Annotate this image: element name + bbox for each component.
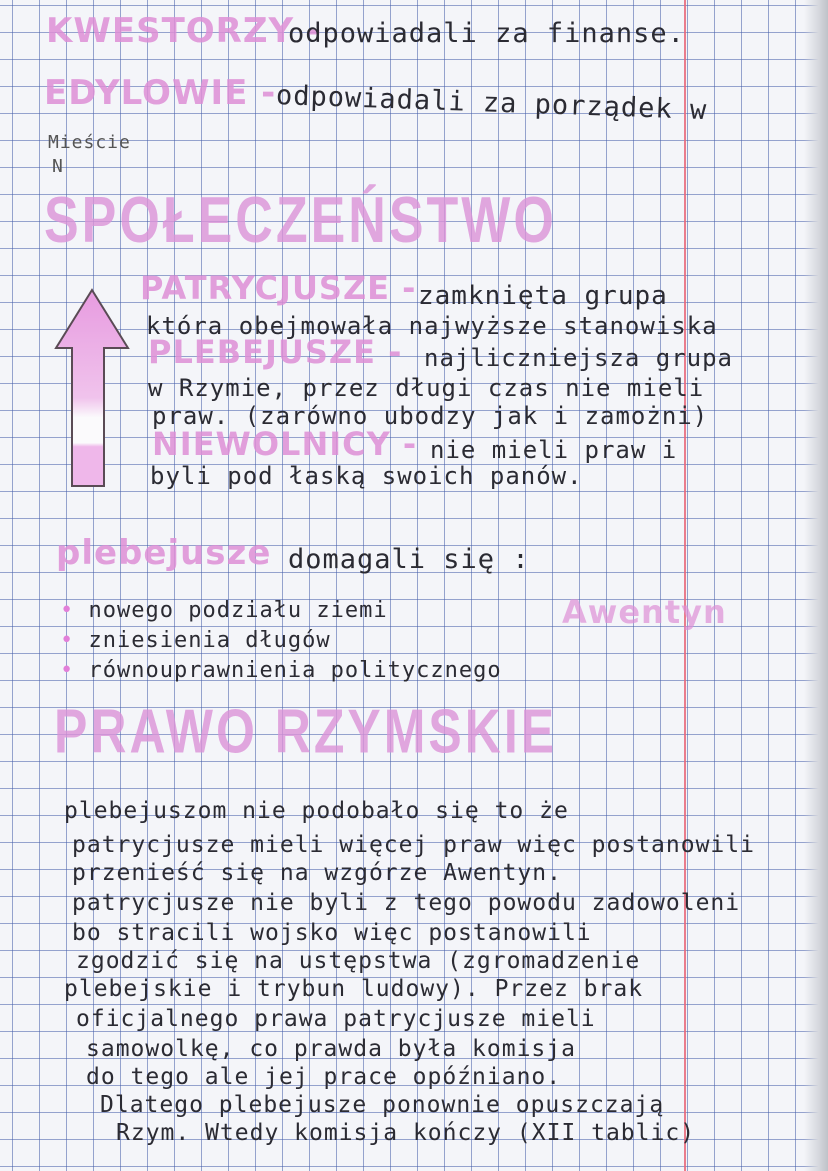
text-patrycjusze-cont: która obejmowała najwyższe stanowiska [146, 312, 718, 340]
list-item-text: nowego podziału ziemi [88, 598, 388, 623]
text-niewolnicy-cont: byli pod łaską swoich panów. [150, 462, 583, 490]
heading-niewolnicy: NIEWOLNICY - [152, 425, 418, 463]
page-edge [804, 0, 828, 1171]
heading-plebejusze-2: plebejusze [56, 533, 272, 573]
paragraph-line: przenieść się na wzgórze Awentyn. [72, 860, 562, 886]
paragraph-line: patrycjusze mieli więcej praw więc postanowili [72, 832, 755, 858]
text-kwestorzy-def: odpowiadali za finanse. [288, 18, 685, 49]
list-item-text: równouprawnienia politycznego [88, 658, 502, 683]
section-title-prawo-rzymskie: PRAWO RZYMSKIE [54, 696, 558, 767]
paragraph-line: plebejskie i trybun ludowy). Przez brak [64, 976, 644, 1002]
paragraph-line: zgodzić się na ustępstwa (zgromadzenie [76, 948, 641, 974]
heading-edylowie: EDYLOWIE - [44, 73, 277, 113]
text-plebejusze-def: najliczniejsza grupa [424, 344, 733, 372]
text-patrycjusze-def: zamknięta grupa [418, 281, 668, 311]
bullet-icon: • [60, 658, 75, 683]
bullet-icon: • [60, 598, 75, 623]
heading-kwestorzy: KWESTORZY - [46, 11, 323, 51]
paragraph-line: Dlatego plebejusze ponownie opuszczają [100, 1092, 665, 1118]
text-niewolnicy-def: nie mieli praw i [430, 436, 678, 464]
text-miescie: Mieście [48, 132, 131, 153]
margin-line [684, 0, 686, 1171]
text-edylowie-def: odpowiadali za porządek w [275, 80, 708, 127]
paragraph-line: patrycjusze nie byli z tego powodu zadowoleni [72, 890, 741, 916]
paragraph-line: plebejuszom nie podobało się to że [64, 798, 569, 824]
paragraph-line: Rzym. Wtedy komisja kończy (XII tablic) [116, 1120, 696, 1146]
list-item-text: zniesienia długów [88, 628, 331, 653]
paragraph-line: samowolkę, co prawda była komisja [86, 1036, 576, 1062]
list-item [60, 630, 331, 652]
paragraph-line: bo stracili wojsko więc postanowili [72, 920, 592, 946]
text-plebejusze-cont2: praw. (zarówno ubodzy jak i zamożni) [152, 402, 709, 430]
bullet-icon: • [60, 628, 75, 653]
heading-plebejusze: PLEBEJUSZE - [148, 333, 403, 371]
paragraph-line: oficjalnego prawa patrycjusze mieli [76, 1006, 596, 1032]
paragraph-line: do tego ale jej prace opóźniano. [86, 1064, 562, 1090]
text-n: N [52, 156, 64, 177]
section-title-spoleczenstwo: SPOŁECZEŃSTWO [44, 184, 557, 257]
heading-patrycjusze: PATRYCJUSZE - [140, 269, 417, 307]
up-arrow-icon [52, 286, 132, 492]
text-domagali-sie: domagali się : [288, 544, 530, 575]
list-item [60, 660, 502, 682]
list-item [60, 600, 388, 622]
text-plebejusze-cont1: w Rzymie, przez długi czas nie mieli [148, 374, 705, 402]
heading-awentyn: Awentyn [562, 593, 727, 631]
